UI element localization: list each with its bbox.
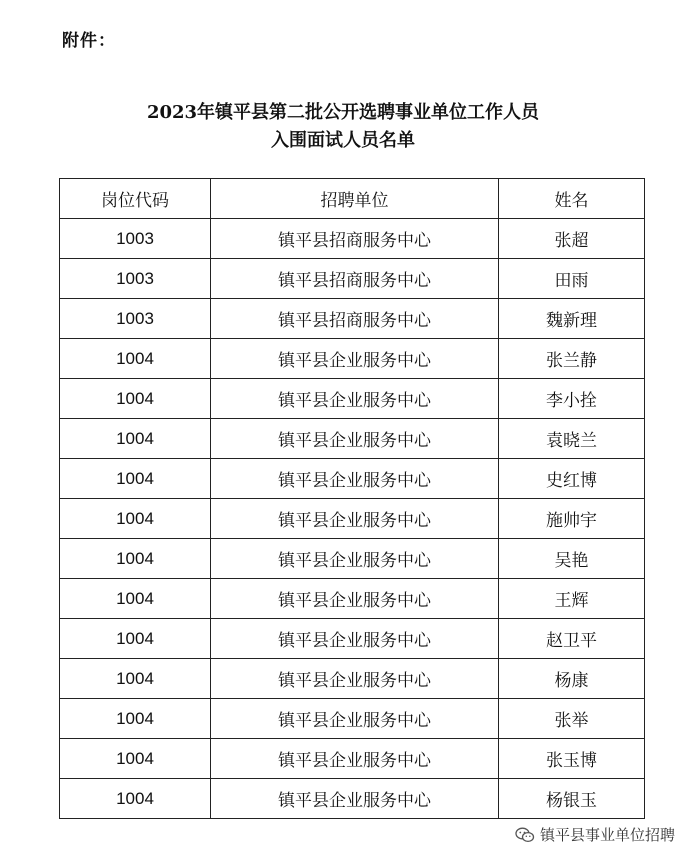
employer-cell: 镇平县企业服务中心 [211,419,499,459]
table-row [60,339,645,379]
table-row [60,419,645,459]
position-code-cell: 1004 [60,699,211,739]
wechat-icon [515,827,535,843]
table-row [60,299,645,339]
watermark-text: 镇平县事业单位招聘 [539,826,675,844]
name-cell: 李小拴 [499,379,645,419]
name-cell: 王辉 [499,579,645,619]
position-code-cell: 1004 [60,579,211,619]
position-code-cell: 1004 [60,379,211,419]
table-row [60,539,645,579]
employer-cell: 镇平县企业服务中心 [211,339,499,379]
header-position-code: 岗位代码 [60,179,211,219]
position-code-cell: 1004 [60,339,211,379]
name-cell: 史红博 [499,459,645,499]
position-code-cell: 1003 [60,259,211,299]
name-cell: 魏新理 [499,299,645,339]
position-code-cell: 1003 [60,219,211,259]
table-row [60,259,645,299]
table-row [60,699,645,739]
position-code-cell: 1003 [60,299,211,339]
employer-cell: 镇平县企业服务中心 [211,779,499,819]
name-cell: 袁晓兰 [499,419,645,459]
name-cell: 张玉博 [499,739,645,779]
name-cell: 杨康 [499,659,645,699]
header-employer: 招聘单位 [211,179,499,219]
employer-cell: 镇平县企业服务中心 [211,379,499,419]
employer-cell: 镇平县企业服务中心 [211,499,499,539]
employer-cell: 镇平县企业服务中心 [211,459,499,499]
position-code-cell: 1004 [60,659,211,699]
table-row [60,619,645,659]
table-row [60,659,645,699]
employer-cell: 镇平县企业服务中心 [211,579,499,619]
table-row [60,499,645,539]
candidate-table [59,178,645,819]
name-cell: 田雨 [499,259,645,299]
employer-cell: 镇平县招商服务中心 [211,259,499,299]
name-cell: 吴艳 [499,539,645,579]
document-subtitle: 入围面试人员名单 [271,130,415,151]
employer-cell: 镇平县招商服务中心 [211,219,499,259]
table-row [60,779,645,819]
position-code-cell: 1004 [60,539,211,579]
position-code-cell: 1004 [60,459,211,499]
position-code-cell: 1004 [60,779,211,819]
table-row [60,379,645,419]
employer-cell: 镇平县企业服务中心 [211,539,499,579]
employer-cell: 镇平县企业服务中心 [211,659,499,699]
table-header-row [60,179,645,219]
wechat-watermark [512,823,678,846]
position-code-cell: 1004 [60,619,211,659]
employer-cell: 镇平县招商服务中心 [211,299,499,339]
table-row [60,219,645,259]
table-row [60,459,645,499]
table-row [60,579,645,619]
name-cell: 张兰静 [499,339,645,379]
name-cell: 张超 [499,219,645,259]
employer-cell: 镇平县企业服务中心 [211,739,499,779]
employer-cell: 镇平县企业服务中心 [211,699,499,739]
document-title: 2023年镇平县第二批公开选聘事业单位工作人员 [146,102,540,123]
name-cell: 施帅宇 [499,499,645,539]
name-cell: 张举 [499,699,645,739]
employer-cell: 镇平县企业服务中心 [211,619,499,659]
position-code-cell: 1004 [60,419,211,459]
name-cell: 杨银玉 [499,779,645,819]
position-code-cell: 1004 [60,499,211,539]
position-code-cell: 1004 [60,739,211,779]
table-row [60,739,645,779]
name-cell: 赵卫平 [499,619,645,659]
header-name: 姓名 [499,179,645,219]
attachment-label: 附件： [62,31,116,51]
